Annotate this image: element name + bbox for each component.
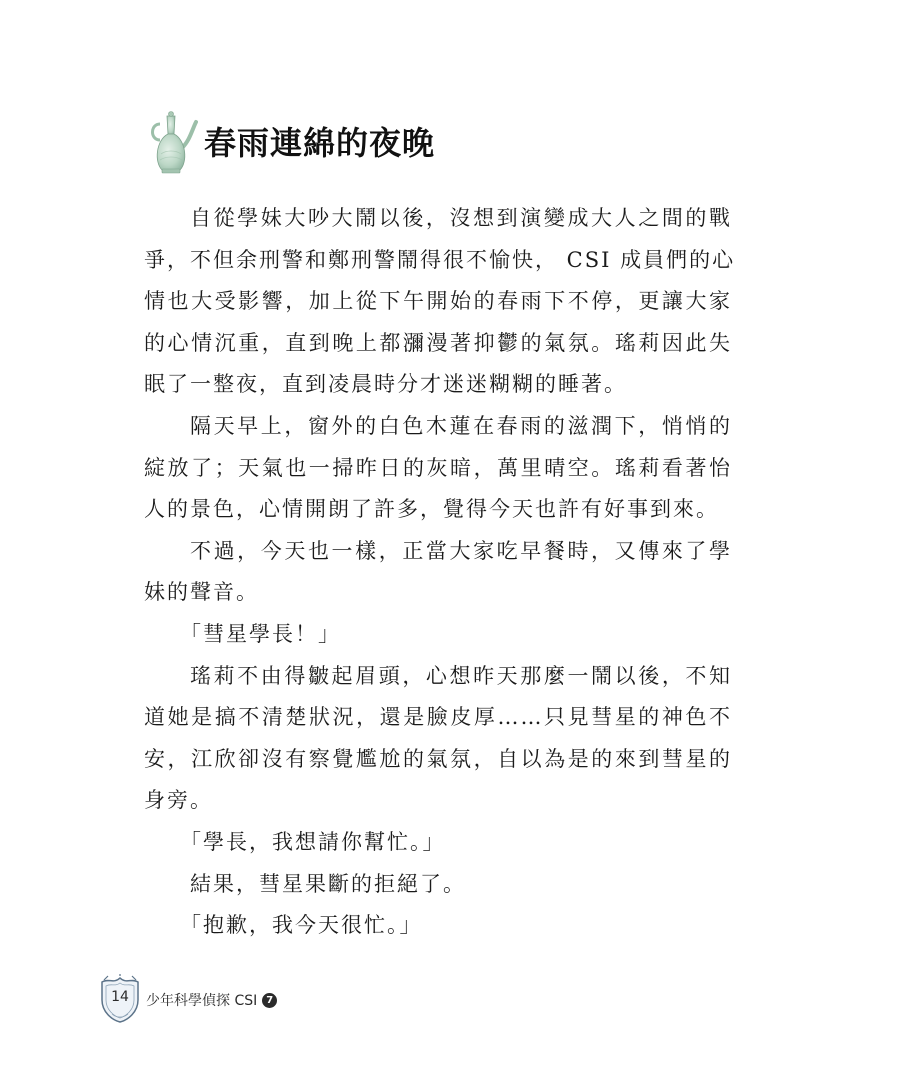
text-line: 安，江欣卻沒有察覺尷尬的氣氛，自以為是的來到彗星的	[144, 746, 732, 771]
text-line: 爭，不但余刑警和鄭刑警鬧得很不愉快， CSI 成員們的心	[144, 247, 736, 272]
text-line: 不過，今天也一樣，正當大家吃早餐時，又傳來了學	[190, 538, 732, 563]
text-line: 「彗星學長！」	[180, 621, 341, 646]
celadon-vase-icon	[148, 110, 198, 176]
volume-badge: 7	[262, 993, 277, 1008]
text-line: 瑤莉不由得皺起眉頭，心想昨天那麼一鬧以後，不知	[190, 663, 732, 688]
text-line: 隔天早上，窗外的白色木蓮在春雨的滋潤下，悄悄的	[190, 413, 732, 438]
text-line: 「學長，我想請你幫忙。」	[180, 829, 446, 854]
text-line: 綻放了；天氣也一掃昨日的灰暗，萬里晴空。瑤莉看著怡	[144, 455, 732, 480]
text-line: 眠了一整夜，直到凌晨時分才迷迷糊糊的睡著。	[144, 372, 627, 397]
text-line: 的心情沉重，直到晚上都瀰漫著抑鬱的氣氛。瑤莉因此失	[144, 330, 732, 355]
text-line: 妹的聲音。	[144, 580, 259, 605]
text-line: 「抱歉，我今天很忙。」	[180, 913, 423, 938]
chapter-heading	[148, 108, 435, 178]
page-number: 14	[111, 989, 129, 1005]
crest-badge-icon	[96, 974, 144, 1024]
page-footer	[96, 974, 277, 1024]
body-text	[144, 198, 736, 947]
text-line: 身旁。	[144, 788, 213, 813]
text-line: 情也大受影響，加上從下午開始的春雨下不停，更讓大家	[144, 289, 732, 314]
text-line: 結果，彗星果斷的拒絕了。	[190, 871, 466, 896]
text-line: 道她是搞不清楚狀況，還是臉皮厚……只見彗星的神色不	[144, 705, 732, 730]
text-line: 自從學妹大吵大鬧以後，沒想到演變成大人之間的戰	[190, 206, 732, 230]
chapter-title: 春雨連綿的夜晚	[204, 124, 436, 162]
series-title: 少年科學偵探 CSI	[146, 993, 258, 1009]
text-line: 人的景色，心情開朗了許多，覺得今天也許有好事到來。	[144, 497, 719, 522]
